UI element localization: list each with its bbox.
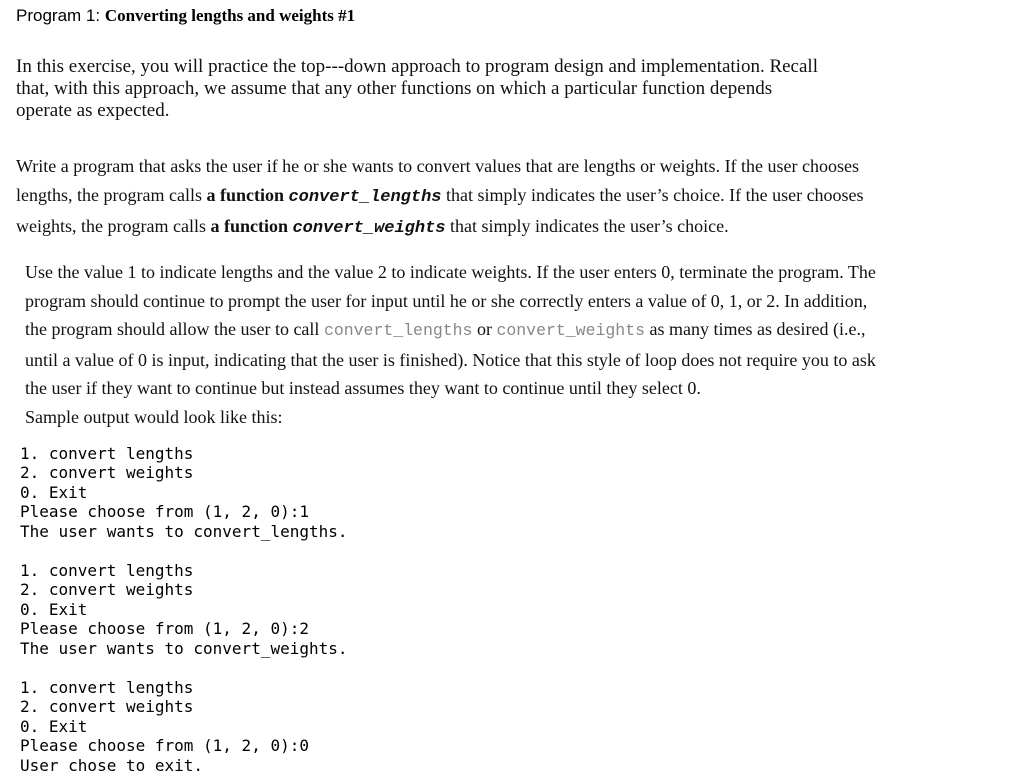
- intro-line: operate as expected.: [16, 100, 170, 121]
- task-bold: a function: [206, 185, 289, 205]
- intro-paragraph: [16, 56, 856, 122]
- details-text: as many times as desired (i.e.,: [645, 319, 866, 340]
- code-convert-lengths: convert_lengths: [323, 321, 473, 341]
- sample-output-block: [20, 678, 309, 775]
- intro-line: In this exercise, you will practice the top---down approach to program design and implementation. Recall: [16, 56, 818, 77]
- output-line: Please choose from (1, 2, 0):0: [20, 736, 309, 756]
- details-text: or: [472, 319, 497, 340]
- output-line: 2. convert weights: [20, 580, 194, 600]
- sample-output-block: [20, 561, 348, 658]
- details-line-3: [25, 315, 970, 346]
- output-line: 0. Exit: [20, 482, 88, 502]
- task-text: weights, the program calls: [16, 216, 211, 236]
- task-text: lengths, the program calls: [16, 185, 207, 205]
- task-line-1: Write a program that asks the user if he or she wants to convert values that are lengths or weights. If the user chooses: [16, 156, 860, 176]
- task-line-2: [16, 181, 956, 212]
- output-line: The user wants to convert_lengths.: [20, 521, 348, 541]
- output-line: 0. Exit: [20, 599, 88, 619]
- output-line: Please choose from (1, 2, 0):2: [20, 619, 309, 639]
- function-name-convert-lengths: convert_lengths: [288, 188, 442, 207]
- output-line: 0. Exit: [20, 716, 88, 736]
- code-convert-weights: convert_weights: [496, 321, 645, 341]
- details-paragraph: [25, 258, 970, 432]
- details-line-1: Use the value 1 to indicate lengths and the value 2 to indicate weights. If the user enters 0, terminate the program. The: [25, 262, 876, 282]
- page-title: [16, 6, 355, 26]
- task-bold: a function: [210, 216, 293, 236]
- task-line-3: [16, 212, 956, 243]
- output-line: Please choose from (1, 2, 0):1: [20, 502, 309, 522]
- output-line: 1. convert lengths: [20, 561, 194, 580]
- task-text: that simply indicates the user’s choice. If the user chooses: [441, 185, 864, 205]
- details-line-4: until a value of 0 is input, indicating that the user is finished). Notice that this style of loop does not require you to ask: [25, 349, 876, 370]
- output-line: 1. convert lengths: [20, 444, 194, 463]
- output-line: 2. convert weights: [20, 697, 194, 717]
- details-line-2: program should continue to prompt the user for input until he or she correctly enters a value of 0, 1, or 2. In addition,: [25, 290, 868, 311]
- output-line: 1. convert lengths: [20, 678, 194, 697]
- details-text: the program should allow the user to call: [25, 319, 324, 340]
- intro-line: that, with this approach, we assume that any other functions on which a particular function depends: [16, 78, 773, 99]
- task-paragraph: [16, 152, 956, 243]
- title-text: Converting lengths and weights #1: [104, 6, 356, 25]
- function-name-convert-weights: convert_weights: [292, 219, 446, 238]
- output-line: 2. convert weights: [20, 463, 194, 483]
- title-label: Program 1:: [16, 6, 105, 25]
- output-line: User chose to exit.: [20, 755, 204, 775]
- task-text: that simply indicates the user’s choice.: [445, 216, 729, 236]
- sample-output-block: [20, 444, 348, 541]
- output-line: The user wants to convert_weights.: [20, 638, 348, 658]
- details-line-5: the user if they want to continue but instead assumes they want to continue until they select 0.: [25, 378, 701, 399]
- details-line-6: Sample output would look like this:: [25, 406, 283, 427]
